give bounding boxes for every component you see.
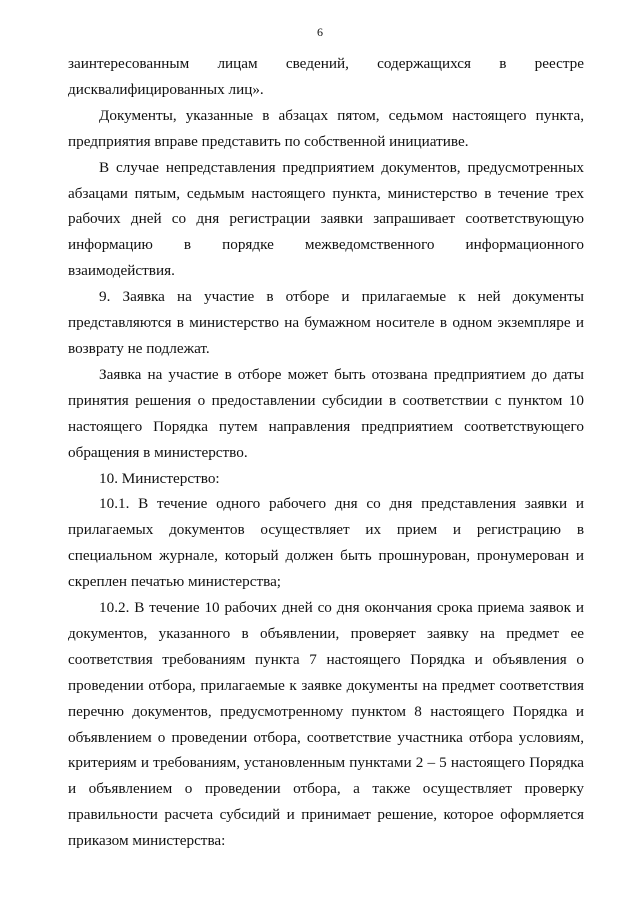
paragraph-p2: В случае непредставления предприятием документов, предусмотренных абзацами пятым, седьмым настоящего пункта, министерство в течение трех рабочих дней со дня регистрации заявки запрашивает соответствующую информацию в порядке межведомственного информационного взаимодействия. [68,158,584,280]
paragraph-p7: 10.2. В течение 10 рабочих дней со дня окончания срока приема заявок и документов, указанного в объявлении, проверяет заявку на предмет ее соответствия требованиям пункта 7 настоящего Порядка и объявления о проведении отбора, прилагаемые к заявке документы на предмет соответствия перечню документов, предусмотренному пунктом 8 настоящего Порядка и объявлением о проведении отбора, соответствие участника отбора условиям, критериям и требованиям, установленным пунктами 2 – 5 настоящего Порядка и объявлением о проведении отбора, а также осуществляет проверку правильности расчета субсидий и принимает решение, которое оформляется приказом министерства: [68,599,584,850]
paragraph-p5: 10. Министерство: [99,469,220,487]
paragraph-p1: Документы, указанные в абзацах пятом, седьмом настоящего пункта, предприятия вправе представить по собственной инициативе. [68,106,584,150]
paragraph-p0b: дисквалифицированных лиц». [68,80,264,98]
paragraph-p3: 9. Заявка на участие в отборе и прилагаемые к ней документы представляются в министерство на бумажном носителе в одном экземпляре и возврату не подлежат. [68,288,584,357]
page-number: 6 [317,25,323,39]
paragraph-p6: 10.1. В течение одного рабочего дня со дня представления заявки и прилагаемых документов осуществляет их прием и регистрацию в специальном журнале, который должен быть прошнурован, пронумерован и скреплен печатью министерства; [68,495,584,591]
paragraph-p0a: заинтересованным лицам сведений, содержащихся в реестре [68,55,584,72]
paragraph-p4: Заявка на участие в отборе может быть отозвана предприятием до даты принятия решения о предоставлении субсидии в соответствии с пунктом 10 настоящего Порядка путем направления предприятием соответствующего обращения в министерство. [68,365,584,461]
document-body [68,51,584,854]
